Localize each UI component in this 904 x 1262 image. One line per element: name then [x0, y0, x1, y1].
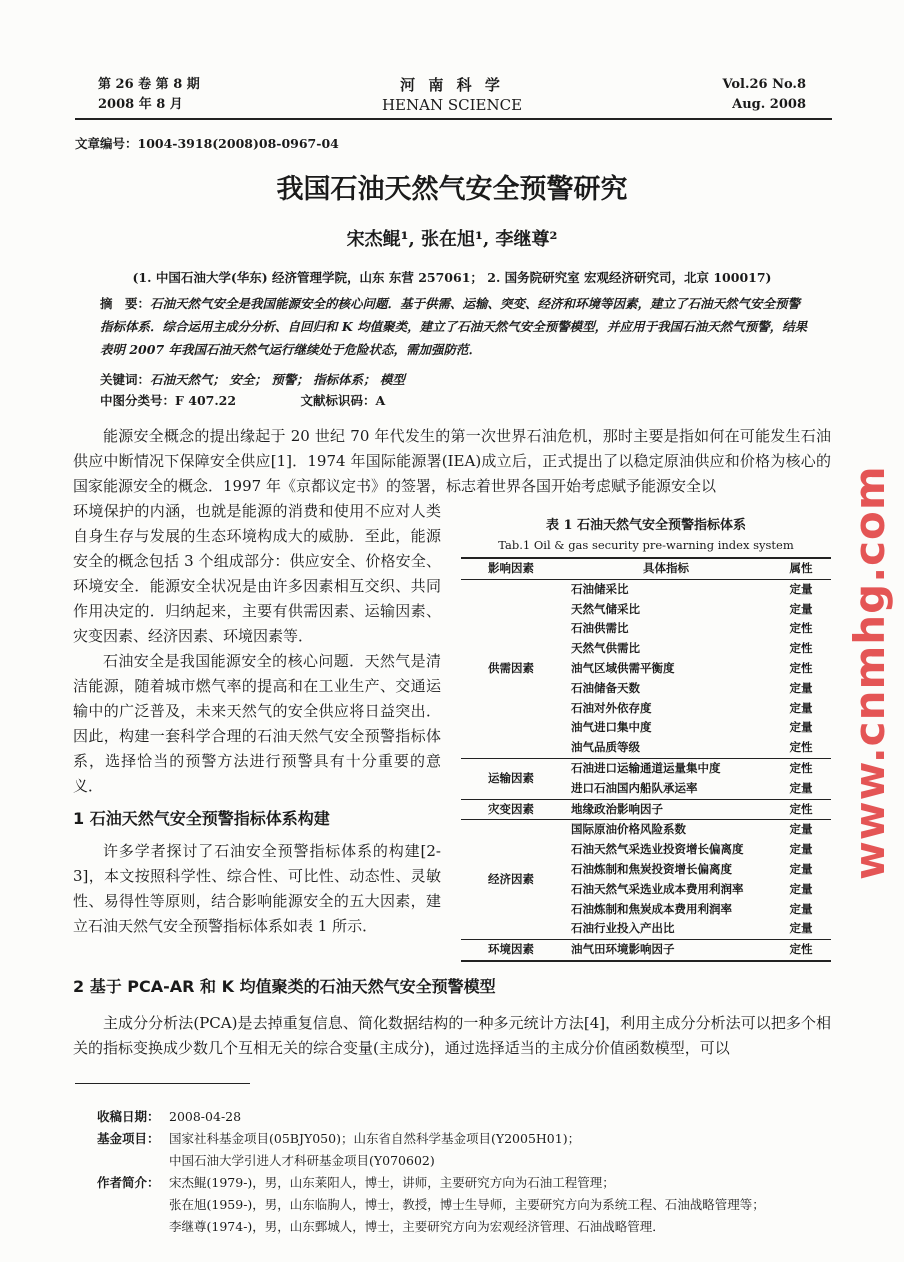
- footnotes: [97, 1106, 904, 1238]
- keywords: [100, 369, 904, 390]
- indicator-cell: 地缘政治影响因子: [571, 801, 663, 816]
- attribute-cell: 定性: [789, 641, 813, 656]
- section-1-heading: 1 石油天然气安全预警指标体系构建: [73, 809, 330, 828]
- indicator-cell: 石油行业投入产出比: [571, 921, 675, 936]
- clc-value: F 407.22: [175, 393, 237, 408]
- attribute-cell: 定量: [789, 780, 813, 795]
- authors: 宋杰鲲¹, 张在旭¹, 李继尊²: [346, 229, 558, 250]
- attribute-cell: 定量: [789, 842, 813, 857]
- table-1: [461, 516, 831, 962]
- table-header-row: [461, 558, 831, 579]
- footnote-text: 李继尊(1974-)，男，山东鄄城人，博士，主要研究方向为宏观经济管理、石油战略管理．: [169, 1218, 665, 1234]
- journal-en: HENAN SCIENCE: [381, 96, 523, 114]
- indicator-cell: 天然气供需比: [571, 641, 640, 656]
- date-en: Aug. 2008: [732, 97, 806, 112]
- footnote-label: 收稿日期：: [97, 1108, 160, 1124]
- attribute-cell: 定量: [789, 581, 813, 596]
- indicator-cell: 国际原油价格风险系数: [571, 822, 686, 837]
- footnote-rule: [75, 1083, 250, 1084]
- indicator-cell: 石油储备天数: [571, 680, 640, 695]
- abstract: [100, 292, 810, 361]
- classification: [100, 390, 904, 411]
- attribute-cell: 定性: [789, 660, 813, 675]
- footnote-label: 基金项目：: [97, 1130, 160, 1146]
- affiliation: (1. 中国石油大学(华东) 经济管理学院，山东 东营 257061； 2. 国务院研究室 宏观经济研究司，北京 100017): [132, 270, 772, 285]
- article-number: 文章编号：1004-3918(2008)08-0967-04: [75, 136, 339, 151]
- journal-cn: 河 南 科 学: [400, 76, 504, 94]
- attribute-cell: 定量: [789, 921, 813, 936]
- volume-en: Vol.26 No.8: [722, 77, 806, 92]
- table-row: [461, 758, 831, 778]
- watermark: www.cnmhg.com: [845, 465, 894, 880]
- indicator-cell: 石油炼制和焦炭成本费用利润率: [571, 901, 732, 916]
- factor-cell: 经济因素: [488, 871, 534, 886]
- attribute-cell: 定性: [789, 621, 813, 636]
- header-center: [352, 75, 552, 115]
- attribute-cell: 定性: [789, 740, 813, 755]
- indicator-cell: 油气区域供需平衡度: [571, 660, 675, 675]
- clc-label: 中图分类号：: [100, 393, 176, 408]
- attribute-cell: 定量: [789, 601, 813, 616]
- indicator-cell: 石油对外依存度: [571, 700, 652, 715]
- volume-cn: 第 26 卷 第 8 期: [98, 77, 200, 92]
- paragraph-pca: 主成分分析法(PCA)是去掉重复信息、简化数据结构的一种多元统计方法[4]，利用主成分分析法可以把多个相关的指标变换成少数几个互相无关的综合变量(主成分)，通过选择适当的主成分价值函数模型，可以: [73, 1013, 831, 1057]
- footnote-text: 宋杰鲲(1979-)，男，山东莱阳人，博士，讲师，主要研究方向为石油工程管理；: [169, 1174, 615, 1190]
- attribute-cell: 定量: [789, 700, 813, 715]
- factor-cell: 环境因素: [488, 942, 534, 957]
- footnote-line: [97, 1128, 904, 1150]
- two-column-section: [73, 499, 831, 962]
- indicator-cell: 石油炼制和焦炭投资增长偏离度: [571, 861, 732, 876]
- indicator-cell: 进口石油国内船队承运率: [571, 780, 698, 795]
- indicator-cell: 石油储采比: [571, 581, 629, 596]
- index-table: [461, 557, 831, 962]
- factor-cell: 运输因素: [488, 770, 534, 785]
- indicator-cell: 石油天然气采选业成本费用利润率: [571, 881, 744, 896]
- footnote-label: 作者简介：: [97, 1174, 160, 1190]
- doc-code-value: A: [375, 393, 386, 408]
- attribute-cell: 定量: [789, 901, 813, 916]
- table-row: [461, 579, 831, 599]
- footnote-line: [97, 1150, 904, 1172]
- footnote-text: 张在旭(1959-)，男，山东临朐人，博士，教授，博士生导师，主要研究方向为系统工程、石油战略管理等；: [169, 1196, 765, 1212]
- indicator-cell: 油气品质等级: [571, 740, 640, 755]
- keywords-text: 石油天然气； 安全； 预警； 指标体系； 模型: [150, 372, 405, 387]
- attribute-cell: 定量: [789, 861, 813, 876]
- keywords-label: 关键词：: [100, 372, 151, 387]
- header-rule: [75, 118, 832, 120]
- section-2-heading: 2 基于 PCA-AR 和 K 均值聚类的石油天然气安全预警模型: [73, 976, 496, 996]
- indicator-cell: 石油供需比: [571, 621, 629, 636]
- table-row: [461, 940, 831, 961]
- footnote-text: 国家社科基金项目(05BJY050)；山东省自然科学基金项目(Y2005H01)；: [169, 1130, 581, 1146]
- footnote-line: [97, 1194, 904, 1216]
- table-row: [461, 799, 831, 820]
- attribute-cell: 定性: [789, 801, 813, 816]
- abstract-text: 石油天然气安全是我国能源安全的核心问题．基于供需、运输、突变、经济和环境等因素，建立了石油天然气安全预警指标体系．综合运用主成分分析、自回归和 K 均值聚类，建立了石油天然气安全预警模型，并应用于我国石油天然气预警，结果表明 2007 年我国石油天然气运行继续处于危险状态，需加强防范．: [100, 296, 808, 357]
- indicator-cell: 石油进口运输通道运量集中度: [571, 760, 721, 775]
- indicator-cell: 天然气储采比: [571, 601, 640, 616]
- header-left: [98, 75, 200, 115]
- abstract-label: 摘 要：: [100, 296, 151, 311]
- paragraph-oil-security: 石油安全是我国能源安全的核心问题．天然气是清洁能源，随着城市燃气率的提高和在工业生产、交通运输中的广泛普及，未来天然气的安全供应将日益突出．因此，构建一套科学合理的石油天然气安全预警指标体系，选择恰当的预警方法进行预警具有十分重要的意义．: [73, 652, 441, 795]
- footnote-text: 中国石油大学引进人才科研基金项目(Y070602): [169, 1152, 435, 1168]
- doc-code-label: 文献标识码：: [300, 393, 376, 408]
- col-indicator: 具体指标: [643, 561, 689, 575]
- table-caption-en: Tab.1 Oil & gas security pre-warning index system: [498, 538, 794, 552]
- intro-paragraph-cont: 环境保护的内涵，也就是能源的消费和使用不应对人类自身生存与发展的生态环境构成大的威胁．至此，能源安全的概念包括 3 个组成部分：供应安全、价格安全、环境安全．能源安全状况是由许多因素相互交织、共同作用决定的．归纳起来，主要有供需因素、运输因素、灾变因素、经济因素、环境因素等．: [73, 502, 441, 645]
- attribute-cell: 定性: [789, 942, 813, 957]
- date-cn: 2008 年 8 月: [98, 97, 183, 112]
- table-row: [461, 820, 831, 840]
- footnote-line: [97, 1172, 904, 1194]
- indicator-cell: 石油天然气采选业投资增长偏离度: [571, 842, 744, 857]
- indicator-cell: 油气田环境影响因子: [571, 942, 675, 957]
- page-content: [0, 134, 904, 1238]
- attribute-cell: 定量: [789, 881, 813, 896]
- attribute-cell: 定性: [789, 760, 813, 775]
- paragraph-index-system: 许多学者探讨了石油安全预警指标体系的构建[2-3]，本文按照科学性、综合性、可比性、动态性、灵敏性、易得性等原则，结合影响能源安全的五大因素，建立石油天然气安全预警指标体系如表 1 所示．: [73, 842, 441, 935]
- attribute-cell: 定量: [789, 720, 813, 735]
- header-right: [722, 75, 806, 115]
- col-attribute: 属性: [789, 561, 813, 575]
- col-factor: 影响因素: [488, 561, 534, 575]
- attribute-cell: 定量: [789, 680, 813, 695]
- indicator-cell: 油气进口集中度: [571, 720, 652, 735]
- footnote-text: 2008-04-28: [169, 1108, 242, 1124]
- table-caption-cn: 表 1 石油天然气安全预警指标体系: [545, 518, 747, 533]
- factor-cell: 供需因素: [488, 660, 534, 675]
- footnote-line: [97, 1106, 904, 1128]
- factor-cell: 灾变因素: [488, 801, 534, 816]
- left-column: [73, 499, 441, 939]
- footnote-line: [97, 1216, 904, 1238]
- paper-title: 我国石油天然气安全预警研究: [276, 174, 628, 205]
- intro-paragraph: 能源安全概念的提出缘起于 20 世纪 70 年代发生的第一次世界石油危机，那时主要是指如何在可能发生石油供应中断情况下保障安全供应[1]．1974 年国际能源署(IEA)成立后，正式提出了以稳定原油供应和价格为核心的国家能源安全的概念．1997 年《京都议定书》的签署，标志着世界各国开始考虑赋予能源安全以: [73, 427, 831, 495]
- attribute-cell: 定量: [789, 822, 813, 837]
